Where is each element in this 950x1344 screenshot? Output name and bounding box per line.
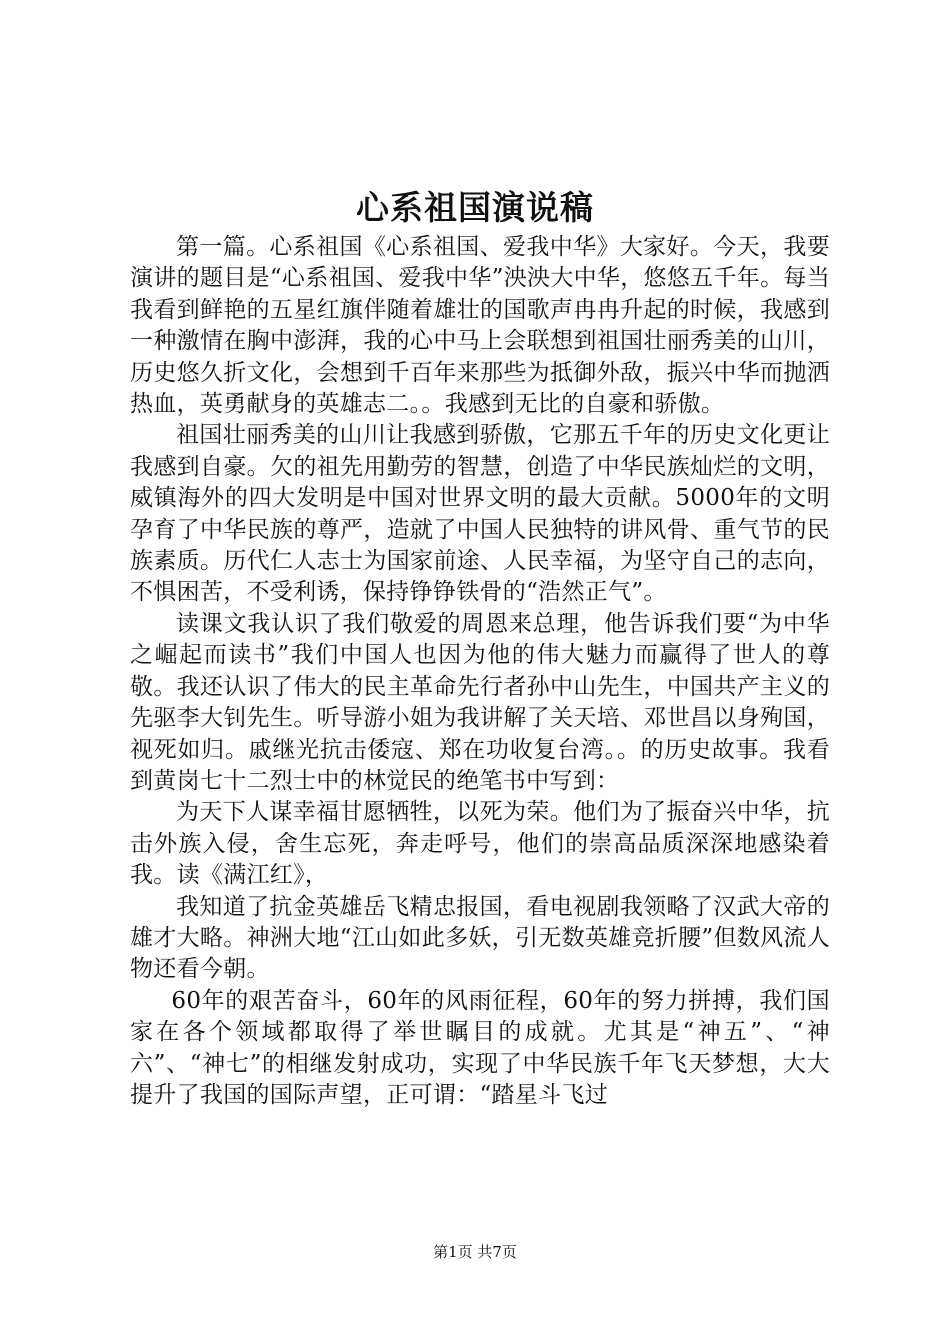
page-footer: 第1页 共7页 xyxy=(433,1243,517,1261)
document-body xyxy=(130,232,830,1111)
paragraph-4: 为天下人谋幸福甘愿牺牲，以死为荣。他们为了振奋兴中华，抗击外族入侵，舍生忘死，奔走呼号，他们的崇高品质深深地感染着我。读《满江红》， xyxy=(130,799,830,889)
paragraph-1: 第一篇。心系祖国《心系祖国、爱我中华》大家好。今天，我要演讲的题目是“心系祖国、爱我中华”泱泱大中华，悠悠五千年。每当我看到鲜艳的五星红旗伴随着雄壮的国歌声冉冉升起的时候，我感到一种激情在胸中澎湃，我的心中马上会联想到祖国壮丽秀美的山川，历史悠久折文化，会想到千百年来那些为抵御外敌，振兴中华而抛洒热血，英勇献身的英雄志二。。我感到无比的自豪和骄傲。 xyxy=(130,234,830,418)
page-title: 心系祖国演说稿 xyxy=(356,188,594,227)
paragraph-2: 祖国壮丽秀美的山川让我感到骄傲，它那五千年的历史文化更让我感到自豪。欠的祖先用勤劳的智慧，创造了中华民族灿烂的文明，威镇海外的四大发明是中国对世界文明的最大贡献。5000年的文明孕育了中华民族的尊严，造就了中国人民独特的讲风骨、重气节的民族素质。历代仁人志士为国家前途、人民幸福，为坚守自己的志向，不惧困苦，不受利诱，保持铮铮铁骨的“浩然正气”。 xyxy=(130,422,830,606)
paragraph-6: 60年的艰苦奋斗，60年的风雨征程，60年的努力拼搏，我们国家在各个领域都取得了举世瞩目的成就。尤其是“神五”、“神六”、“神七”的相继发射成功，实现了中华民族千年飞天梦想，大大提升了我国的国际声望，正可谓：“踏星斗飞过 xyxy=(130,987,830,1108)
paragraph-3: 读课文我认识了我们敬爱的周恩来总理，他告诉我们要“为中华之崛起而读书”我们中国人也因为他的伟大魅力而赢得了世人的尊敬。我还认识了伟大的民主革命先行者孙中山先生，中国共产主义的先驱李大钊先生。听导游小姐为我讲解了关天培、邓世昌以身殉国，视死如归。戚继光抗击倭寇、郑在功收复台湾。。的历史故事。我看到黄岗七十二烈士中的林觉民的绝笔书中写到： xyxy=(130,610,830,794)
paragraph-5: 我知道了抗金英雄岳飞精忠报国，看电视剧我领略了汉武大帝的雄才大略。神洲大地“江山如此多妖，引无数英雄竞折腰”但数风流人物还看今朝。 xyxy=(130,893,830,983)
